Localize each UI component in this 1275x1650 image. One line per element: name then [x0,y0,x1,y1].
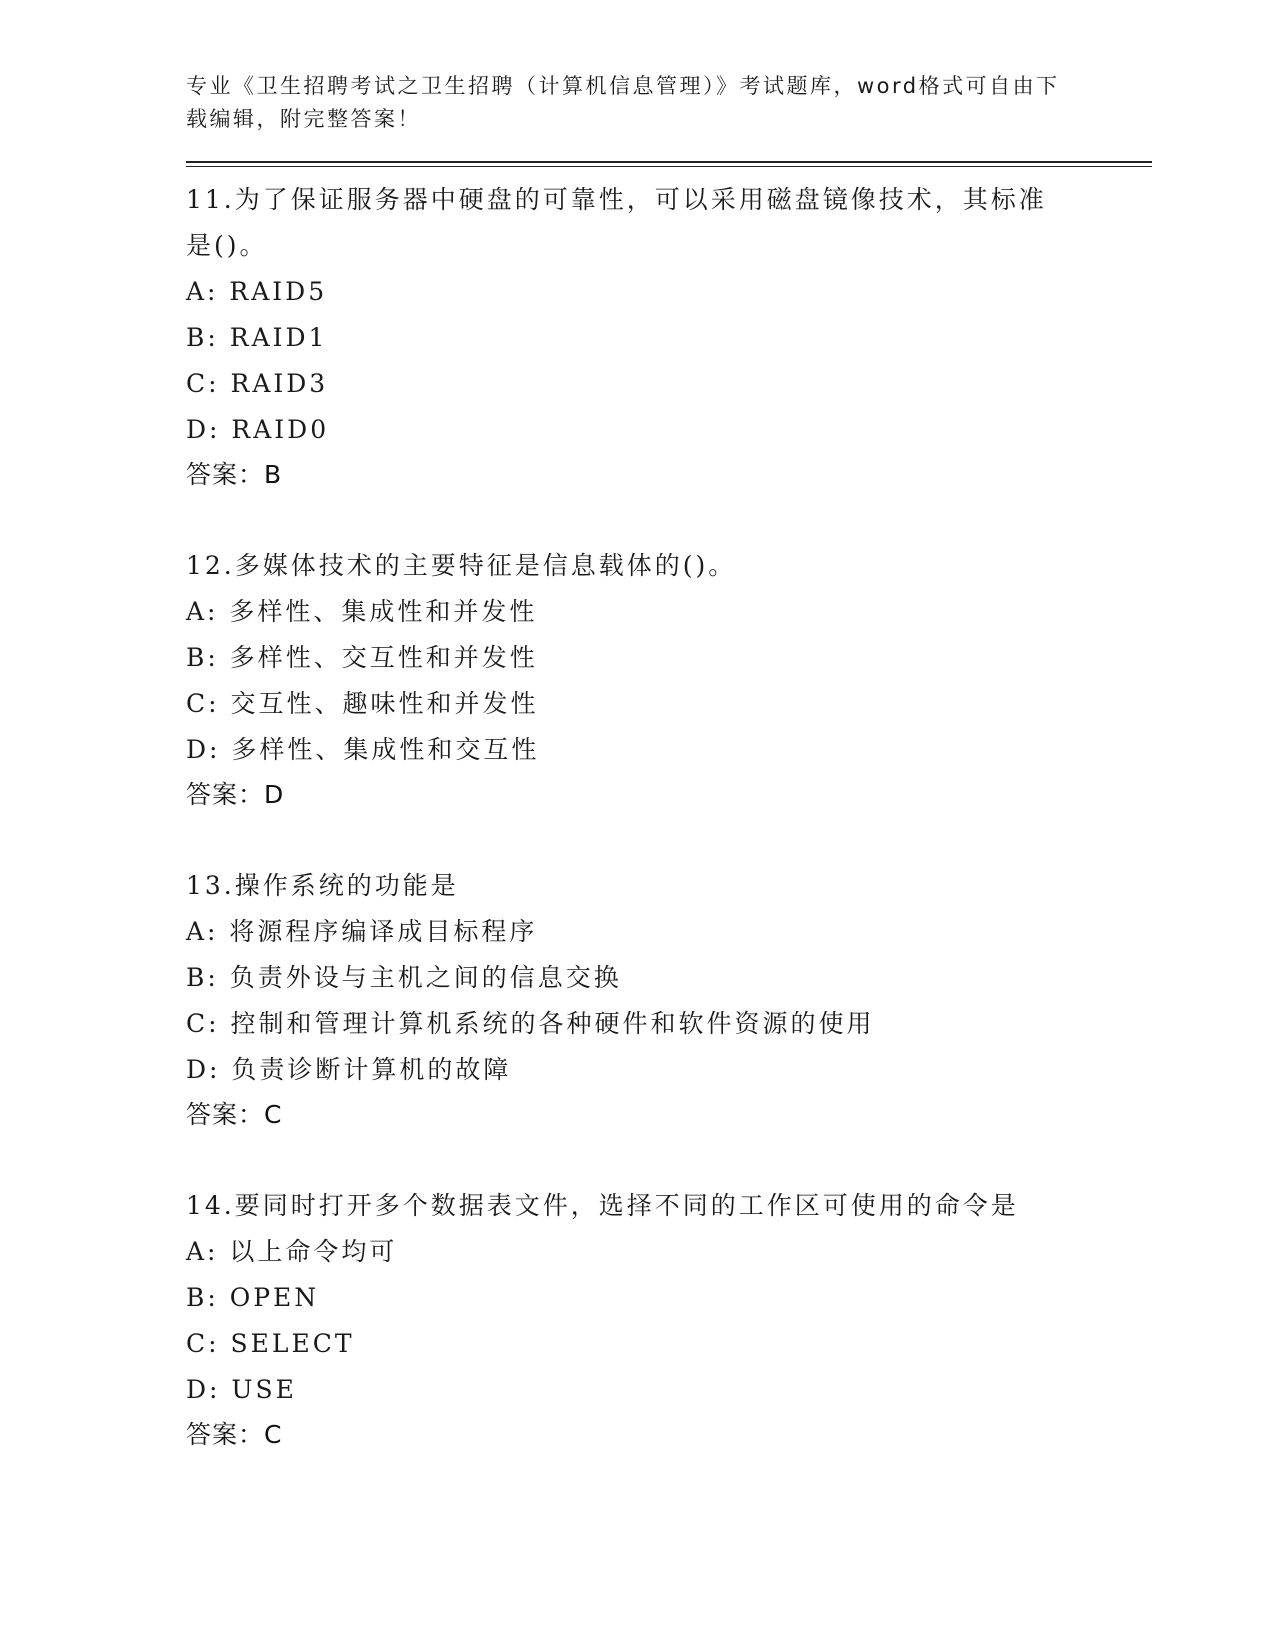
option-d: D: 负责诊断计算机的故障 [186,1055,512,1084]
question-list [186,177,1146,1457]
answer-label: 答案：C [186,1420,283,1449]
option-b: B: 多样性、交互性和并发性 [186,643,538,672]
option-c: C: RAID3 [186,369,329,398]
answer-label: 答案：C [186,1100,283,1129]
option-b: B: OPEN [186,1283,320,1312]
option-a: A: RAID5 [186,277,328,306]
option-c: C: SELECT [186,1329,355,1358]
option-c: C: 交互性、趣味性和并发性 [186,689,539,718]
option-a: A: 多样性、集成性和并发性 [186,597,538,626]
question-13 [186,863,1146,1137]
option-b: B: RAID1 [186,323,328,352]
option-d: D: 多样性、集成性和交互性 [186,735,540,764]
question-stem: 11.为了保证服务器中硬盘的可靠性，可以采用磁盘镜像技术，其标准是()。 [186,185,1047,260]
question-14 [186,1183,1146,1457]
question-stem: 14.要同时打开多个数据表文件，选择不同的工作区可使用的命令是 [186,1191,1019,1220]
option-d: D: RAID0 [186,415,330,444]
question-12 [186,543,1146,817]
answer-label: 答案：D [186,780,285,809]
answer-label: 答案：B [186,460,283,489]
question-stem: 12.多媒体技术的主要特征是信息载体的()。 [186,551,737,580]
option-a: A: 将源程序编译成目标程序 [186,917,538,946]
question-11 [186,177,1146,497]
option-a: A: 以上命令均可 [186,1237,398,1266]
option-b: B: 负责外设与主机之间的信息交换 [186,963,622,992]
header-divider [186,161,1152,167]
option-c: C: 控制和管理计算机系统的各种硬件和软件资源的使用 [186,1009,875,1038]
option-d: D: USE [186,1375,297,1404]
document-header: 专业《卫生招聘考试之卫生招聘（计算机信息管理）》考试题库，word格式可自由下载编辑，附完整答案！ [186,74,1060,131]
document-page [186,70,1146,1503]
question-stem: 13.操作系统的功能是 [186,871,459,900]
